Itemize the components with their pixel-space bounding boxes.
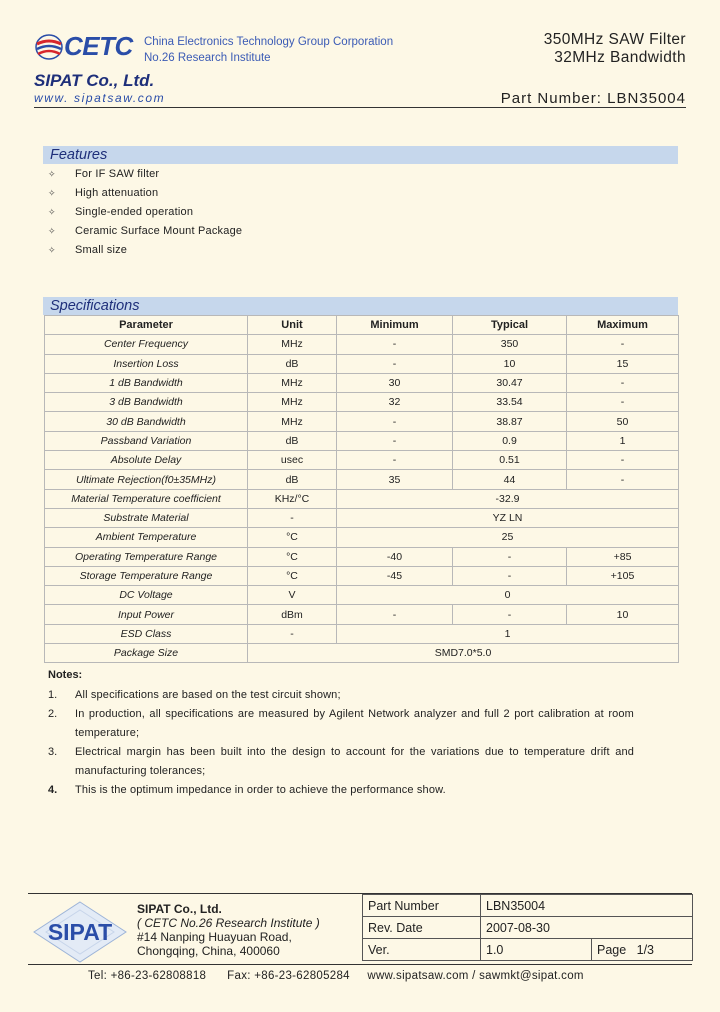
list-item: 4. This is the optimum impedance in order to achieve the performance show. <box>48 784 446 796</box>
list-item: ✧ For IF SAW filter <box>48 166 242 185</box>
specifications-title: Specifications <box>43 297 678 315</box>
table-row: Rev. Date 2007-08-30 <box>363 917 693 939</box>
product-title: 350MHz SAW Filter 32MHz Bandwidth <box>543 31 686 66</box>
notes-section <box>48 667 634 800</box>
table-header-row <box>45 316 679 335</box>
corporation-name: China Electronics Technology Group Corporation No.26 Research Institute <box>144 36 394 64</box>
cetc-brand: CETC <box>64 31 133 61</box>
column-header: Minimum <box>337 316 453 335</box>
sipat-diamond-icon <box>32 900 128 964</box>
table-row: Absolute Delay usec - 0.51 - <box>45 451 679 470</box>
list-item: 3. Electrical margin has been built into the design to account for the variations due to temperature drift and manufacturing tolerances; <box>48 746 634 777</box>
table-row: DC Voltage V 0 <box>45 586 679 605</box>
diamond-bullet-icon: ✧ <box>48 169 56 179</box>
part-number-heading: Part Number: LBN35004 <box>500 90 686 107</box>
column-header: Typical <box>453 316 567 335</box>
svg-text:SIPAT: SIPAT <box>47 919 113 945</box>
table-row: Storage Temperature Range °C -45 - +105 <box>45 566 679 585</box>
table-row: Ultimate Rejection(f0±35MHz) dB 35 44 - <box>45 470 679 489</box>
document-info-table <box>362 894 693 961</box>
table-row: Ambient Temperature °C 25 <box>45 528 679 547</box>
notes-title: Notes: <box>48 669 83 681</box>
header-divider <box>34 107 686 108</box>
page-indicator: Page 1/3 <box>592 939 693 961</box>
diamond-bullet-icon: ✧ <box>48 207 56 217</box>
column-header: Maximum <box>567 316 679 335</box>
diamond-bullet-icon: ✧ <box>48 245 56 255</box>
footer-contact: Tel: +86-23-62808818 Fax: +86-23-62805284 www.sipatsaw.com / sawmkt@sipat.com <box>88 970 584 982</box>
list-item: ✧ Single-ended operation <box>48 204 242 223</box>
table-row: 30 dB Bandwidth MHz - 38.87 50 <box>45 412 679 431</box>
table-row: Operating Temperature Range °C -40 - +85 <box>45 547 679 566</box>
list-item: ✧ Ceramic Surface Mount Package <box>48 223 242 242</box>
table-row: Package Size SMD7.0*5.0 <box>45 644 679 663</box>
company-title: SIPAT Co., Ltd. <box>34 71 155 90</box>
list-item: 2. In production, all specifications are measured by Agilent Network analyzer and full 2 port calibration at room temperature; <box>48 708 634 739</box>
features-title: Features <box>43 146 678 164</box>
footer-divider-bottom <box>28 964 692 965</box>
specifications-table <box>44 315 679 663</box>
table-row: Center Frequency MHz - 350 - <box>45 335 679 354</box>
column-header: Unit <box>248 316 337 335</box>
table-row: Input Power dBm - - 10 <box>45 605 679 624</box>
website-link[interactable]: www. sipatsaw.com <box>34 91 166 105</box>
table-row: Passband Variation dB - 0.9 1 <box>45 431 679 450</box>
diamond-bullet-icon: ✧ <box>48 226 56 236</box>
footer-company-info: SIPAT Co., Ltd. ( CETC No.26 Research Institute ) #14 Nanping Huayuan Road, Chongqing, China, 400060 <box>137 902 320 958</box>
table-row: 3 dB Bandwidth MHz 32 33.54 - <box>45 393 679 412</box>
table-row: Part Number LBN35004 <box>363 895 693 917</box>
table-row: 1 dB Bandwidth MHz 30 30.47 - <box>45 373 679 392</box>
list-item: 1. All specifications are based on the test circuit shown; <box>48 689 341 701</box>
table-row: Substrate Material - YZ LN <box>45 508 679 527</box>
cetc-logo <box>34 30 394 66</box>
column-header: Parameter <box>45 316 248 335</box>
features-list <box>48 166 242 261</box>
table-row: ESD Class - 1 <box>45 624 679 643</box>
diamond-bullet-icon: ✧ <box>48 188 56 198</box>
list-item: ✧ High attenuation <box>48 185 242 204</box>
table-row: Ver. 1.0 Page 1/3 <box>363 939 693 961</box>
globe-icon <box>34 32 64 62</box>
list-item: ✧ Small size <box>48 242 242 261</box>
table-row: Insertion Loss dB - 10 15 <box>45 354 679 373</box>
table-row: Material Temperature coefficient KHz/°C -32.9 <box>45 489 679 508</box>
sipat-logo <box>32 900 128 964</box>
